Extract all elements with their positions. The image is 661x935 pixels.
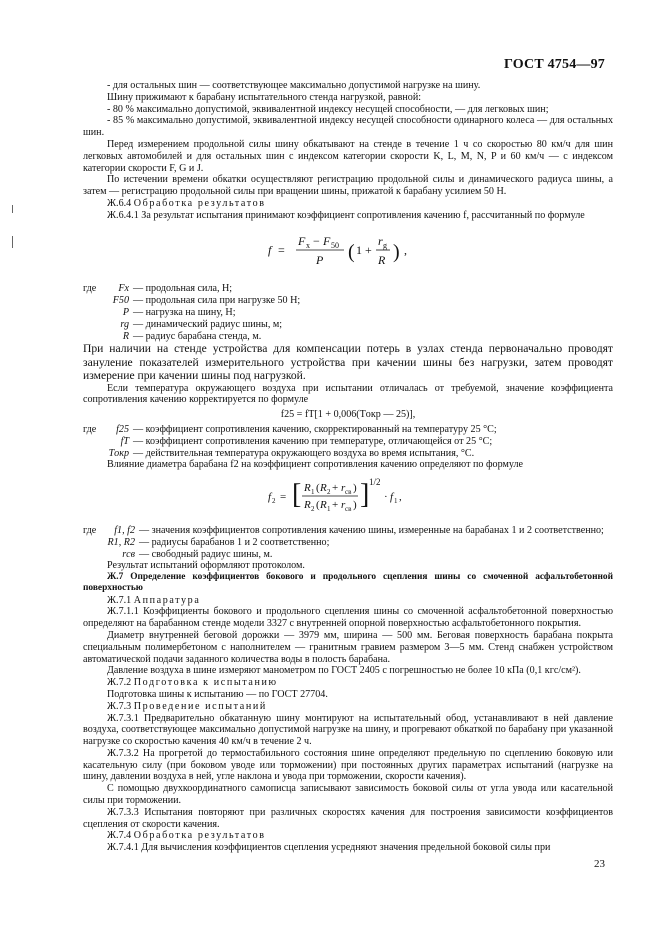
- def-symbol: fT: [120, 435, 129, 447]
- definition-item: [83, 331, 613, 343]
- paragraph: - для остальных шин — соответствующее максимально допустимой нагрузке на шину.: [107, 80, 481, 91]
- standard-header: ГОСТ 4754—97: [504, 57, 605, 72]
- svg-text:·: ·: [384, 491, 388, 504]
- definition-item: [83, 295, 613, 307]
- paragraph: По истечении времени обкатки осуществляют регистрацию продольной силы и динамического радиуса шины, а затем — регистрацию продольной силы при вращении шины, прижатой к барабану усилием 50 Н.: [83, 174, 613, 198]
- paragraph: Диаметр внутренней беговой дорожки — 3979 мм, ширина — 500 мм. Беговая поверхность барабана покрыта специальным полимербетоном с наполнителем — гранитным гравием размером 3—5 мм. Стенд снабжен устройством автоматической подачи заданного количества воды в полость барабана.: [83, 629, 613, 665]
- definition-item: [83, 424, 613, 436]
- svg-text:F: F: [298, 233, 306, 248]
- svg-text:P: P: [316, 252, 324, 267]
- section-number: Ж.6.4: [107, 197, 132, 209]
- svg-text:+: +: [332, 482, 339, 495]
- definition-item: [83, 448, 613, 460]
- def-text: — действительная температура окружающего воздуха во время испытания, °С.: [133, 447, 475, 459]
- svg-text:1: 1: [394, 497, 398, 506]
- svg-text:1/2: 1/2: [369, 477, 381, 488]
- svg-text:R: R: [304, 499, 311, 512]
- svg-text:,: ,: [399, 491, 402, 504]
- paragraph: Ж.7.1.1 Коэффициенты бокового и продольного сцепления шины со смоченной асфальтобетонной поверхностью определяют на барабанном стенде модели 3327 с внутренней опорной поверхностью асфальтобетонного покрытия.: [83, 606, 613, 630]
- svg-text:(: (: [348, 240, 355, 263]
- svg-text:f: f: [390, 491, 394, 504]
- margin-mark: [12, 236, 13, 248]
- svg-text:св: св: [345, 488, 352, 497]
- section-title: Подготовка к испытанию: [133, 677, 278, 689]
- svg-text:f: f: [268, 491, 272, 504]
- paragraph: Ж.7.3.3 Испытания повторяют при различных скоростях качения для построения зависимости коэффициентов сцепления от скорости качения.: [83, 806, 613, 830]
- paragraph: Результат испытаний оформляют протоколом.: [107, 560, 305, 572]
- def-symbol: f25: [116, 423, 129, 435]
- def-symbol: R1, R2: [107, 536, 135, 548]
- def-text: — радиусы барабанов 1 и 2 соответственно;: [139, 536, 330, 548]
- paragraph: - 85 % максимально допустимой, эквивалентной индексу несущей способности одинарного колеса — для остальных шин.: [83, 115, 613, 139]
- section-heading: [83, 198, 613, 210]
- section-title: Обработка результатов: [133, 197, 266, 209]
- margin-mark: [12, 205, 13, 213]
- svg-text:R: R: [320, 499, 327, 512]
- svg-text:=: =: [278, 242, 285, 257]
- svg-text:1 +: 1 +: [356, 242, 372, 257]
- def-symbol: F50: [112, 295, 129, 307]
- def-text: — продольная сила при нагрузке 50 Н;: [133, 295, 301, 307]
- svg-text:[: [: [292, 479, 302, 511]
- svg-text:,: ,: [404, 242, 407, 257]
- svg-text:(: (: [316, 482, 320, 495]
- formula-graphic: [248, 228, 448, 272]
- def-text: — нагрузка на шину, Н;: [133, 306, 236, 318]
- svg-text:]: ]: [360, 479, 370, 511]
- where-label: где: [83, 423, 97, 435]
- def-symbol: rg: [120, 318, 129, 330]
- section-heading: [83, 701, 613, 713]
- section-number: Ж.7.4: [107, 830, 132, 842]
- definition-list: [83, 283, 613, 342]
- paragraph: Перед измерением продольной силы шину обкатывают на стенде в течение 1 ч со скоростью 80 км/ч для шин легковых автомобилей и для остальных шин с индексом категории скорости K, L, M, N, P и 60 км/ч — с индексом категории скорости F, G и J.: [83, 138, 613, 174]
- def-text: — значения коэффициентов сопротивления качению шины, измеренные на барабанах 1 и 2 соответственно;: [139, 524, 604, 536]
- section-number: Ж.7.3: [107, 700, 132, 712]
- definition-item: [83, 283, 613, 295]
- formula-drum-diameter: [83, 475, 613, 521]
- where-label: где: [83, 283, 97, 295]
- definition-item: [83, 319, 613, 331]
- section-title: Проведение испытаний: [133, 700, 267, 712]
- svg-text:(: (: [316, 499, 320, 512]
- svg-text:2: 2: [311, 505, 315, 514]
- where-label: где: [83, 524, 97, 536]
- def-symbol: Tокр: [108, 447, 129, 459]
- paragraph: Подготовка шины к испытанию — по ГОСТ 27704.: [107, 688, 328, 700]
- svg-text:g: g: [383, 240, 387, 250]
- svg-text:R: R: [320, 482, 327, 495]
- formula-graphic: [248, 475, 448, 517]
- def-text: — коэффициент сопротивления качению при температуре, отличающейся от 25 °С;: [133, 435, 493, 447]
- definition-item: [83, 549, 613, 561]
- paragraph: Шину прижимают к барабану испытательного стенда нагрузкой, равной:: [107, 91, 422, 103]
- svg-text:): ): [353, 482, 357, 495]
- paragraph: Ж.7.4.1 Для вычисления коэффициентов сцепления усредняют значения предельной боковой силы при: [107, 842, 551, 854]
- definition-item: [83, 537, 613, 549]
- section-heading: [83, 595, 613, 607]
- def-symbol: rсв: [122, 548, 135, 560]
- def-symbol: R: [122, 330, 129, 342]
- section-heading-bold: Ж.7 Определение коэффициентов бокового и продольного сцепления шины со смоченной асфальтобетонной поверхностью: [83, 572, 613, 594]
- paragraph: С помощью двухкоординатного самописца записывают зависимость боковой силы от угла увода или касательной силы при торможении.: [83, 783, 613, 807]
- def-symbol: P: [122, 306, 129, 318]
- svg-text:r: r: [341, 499, 346, 512]
- section-title: Обработка результатов: [133, 830, 266, 842]
- svg-text:1: 1: [311, 488, 315, 497]
- svg-text:1: 1: [327, 505, 331, 514]
- paragraph: Ж.7.3.2 На прогретой до термостабильного состояния шине определяют предельную по сцеплению боковую или касательную силу (при боковом уводе или торможении) при постоянных других параметрах испытаний (нагрузке на шину, давлении воздуха в ней, угле наклона и увода при торможении, скорости качения).: [83, 747, 613, 783]
- svg-text:+: +: [332, 499, 339, 512]
- def-text: — свободный радиус шины, м.: [139, 548, 273, 560]
- paragraph: Ж.6.4.1 За результат испытания принимают коэффициент сопротивления качению f, рассчитанный по формуле: [107, 209, 585, 221]
- svg-text:50: 50: [331, 240, 339, 250]
- def-text: — продольная сила, Н;: [133, 283, 233, 295]
- section-number: Ж.7.1: [107, 594, 132, 606]
- section-title: Аппаратура: [133, 594, 201, 606]
- definition-list: [83, 424, 613, 459]
- svg-text:2: 2: [272, 497, 276, 506]
- def-text: — радиус барабана стенда, м.: [133, 330, 262, 342]
- paragraph: Давление воздуха в шине измеряют манометром по ГОСТ 2405 с погрешностью не более 10 кПа (0,1 кгс/см²).: [107, 665, 581, 677]
- svg-text:R: R: [378, 252, 386, 267]
- section-number: Ж.7.2: [107, 677, 132, 689]
- svg-text:x: x: [306, 240, 310, 250]
- definition-item: [83, 307, 613, 319]
- paragraph: - 80 % максимально допустимой, эквивалентной индексу несущей способности, — для легковых шин;: [107, 103, 549, 115]
- svg-text:r: r: [378, 233, 383, 248]
- svg-text:−: −: [313, 233, 320, 248]
- svg-text:): ): [393, 240, 400, 263]
- svg-text:2: 2: [327, 488, 331, 497]
- definition-item: [83, 525, 613, 537]
- section-heading: [83, 830, 613, 842]
- formula-rolling-resistance: [83, 228, 613, 276]
- svg-text:F: F: [323, 233, 331, 248]
- svg-text:r: r: [341, 482, 346, 495]
- section-heading: [83, 677, 613, 689]
- definition-list: [83, 525, 613, 560]
- document-body: [83, 80, 613, 854]
- svg-text:): ): [353, 499, 357, 512]
- svg-text:R: R: [304, 482, 311, 495]
- def-text: — динамический радиус шины, м;: [133, 318, 283, 330]
- def-text: — коэффициент сопротивления качению, скорректированный на температуру 25 °С;: [133, 423, 497, 435]
- svg-text:f: f: [268, 242, 272, 257]
- def-symbol: f1, f2: [114, 524, 135, 536]
- definition-item: [83, 436, 613, 448]
- paragraph: Если температура окружающего воздуха при испытании отличалась от требуемой, значение коэффициента сопротивления качению корректируется по формуле: [83, 382, 613, 406]
- formula-temperature-correction: f25 = fT[1 + 0,006(Tокр — 25)],: [280, 409, 416, 421]
- paragraph: Влияние диаметра барабана f2 на коэффициент сопротивления качению определяют по формуле: [107, 459, 523, 471]
- def-symbol: Fx: [118, 283, 129, 295]
- paragraph: Ж.7.3.1 Предварительно обкатанную шину монтируют на испытательный обод, устанавливают в ней давление воздуха, соответствующее максимально допустимой нагрузке на шину, и прогревают обкаткой по барабану при указанной нагрузке со скоростью качения 40 км/ч в течение 2 ч.: [83, 712, 613, 748]
- page-number: 23: [594, 858, 605, 870]
- svg-text:св: св: [345, 505, 352, 514]
- svg-text:=: =: [280, 491, 287, 504]
- paragraph: При наличии на стенде устройства для компенсации потерь в узлах стенда первоначально проводят зануление показателей измерительного устройства при качении шины без нагрузки, затем проводят измерение при качении шины под нагрузкой.: [83, 342, 613, 383]
